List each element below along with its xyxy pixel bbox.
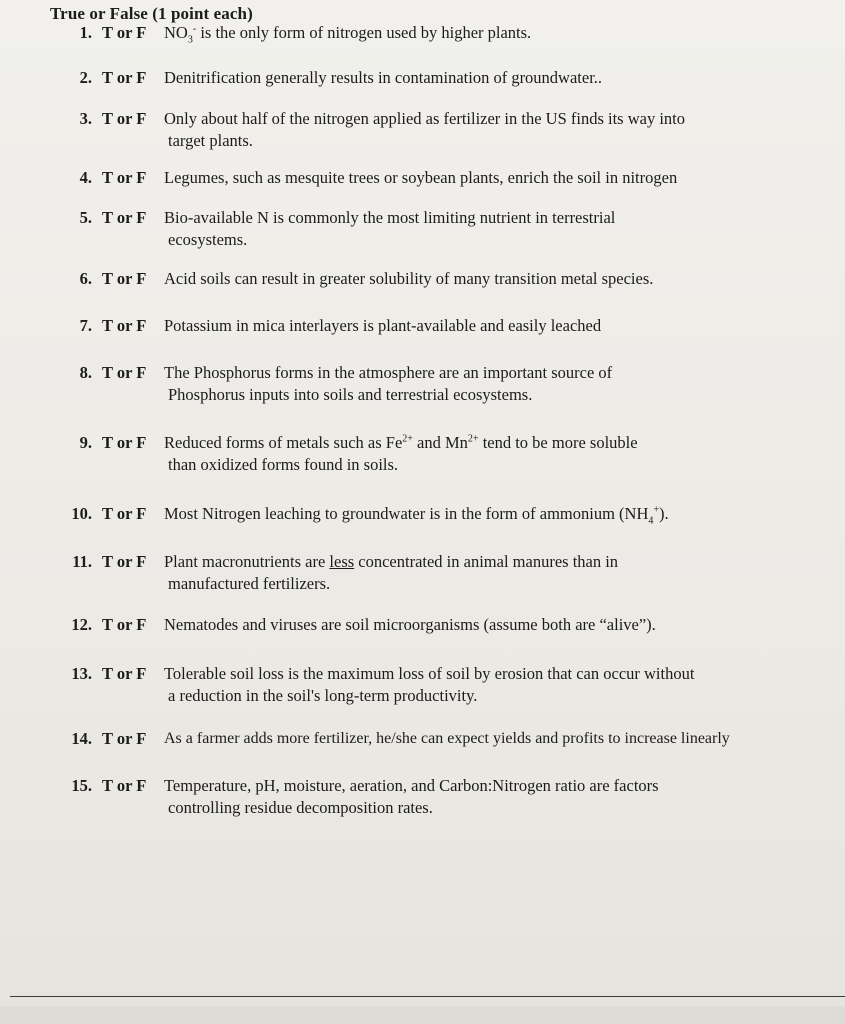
page-divider (10, 996, 845, 997)
true-false-choice: T or F (102, 109, 147, 128)
question-statement: The Phosphorus forms in the atmosphere are an important source of Phosphorus inputs into soils and terrestrial ecosystems. (164, 363, 613, 404)
question-number: 6. (79, 269, 92, 288)
question-statement: Nematodes and viruses are soil microorganisms (assume both are “alive”). (164, 615, 656, 634)
question-statement: Only about half of the nitrogen applied as fertilizer in the US finds its way into target plants. (164, 109, 686, 150)
question-statement: Most Nitrogen leaching to groundwater is in the form of ammonium $(NH_4^+)$. (164, 504, 669, 527)
true-false-choice: T or F (102, 316, 147, 335)
question-statement: Legumes, such as mesquite trees or soybean plants, enrich the soil in nitrogen (164, 168, 678, 187)
true-false-choice: T or F (102, 552, 147, 571)
question-number: 13. (71, 664, 92, 683)
true-false-choice: T or F (102, 664, 147, 683)
question-number: 2. (79, 68, 92, 87)
true-false-choice: T or F (102, 433, 147, 452)
question-number: 15. (71, 776, 92, 795)
true-false-choice: T or F (102, 363, 147, 382)
question-statement: $NO_3^-$ is the only form of nitrogen used by higher plants. (164, 23, 532, 46)
question-number: 9. (79, 433, 92, 452)
question-number: 11. (72, 552, 92, 571)
question-number: 3. (79, 109, 92, 128)
question-number: 12. (71, 615, 92, 634)
true-false-choice: T or F (102, 269, 147, 288)
question-statement: As a farmer adds more fertilizer, he/she can expect yields and profits to increase linearly (164, 730, 730, 747)
question-number: 14. (71, 729, 92, 748)
question-number: 7. (79, 316, 92, 335)
true-false-choice: T or F (102, 504, 147, 523)
question-number: 8. (79, 363, 92, 382)
question-statement: Denitrification generally results in contamination of groundwater.. (164, 68, 603, 87)
question-statement: Temperature, pH, moisture, aeration, and Carbon:Nitrogen ratio are factors controlling residue decomposition rates. (164, 776, 659, 817)
true-false-choice: T or F (102, 168, 147, 187)
question-statement: Tolerable soil loss is the maximum loss of soil by erosion that can occur without a reduction in the soil's long-term productivity. (164, 664, 695, 705)
page-bottom-edge (0, 1006, 845, 1024)
true-false-choice: T or F (102, 23, 147, 42)
question-statement: Plant macronutrients are less concentrated in animal manures than in manufactured fertilizers. (164, 552, 619, 593)
section-heading: True or False (1 point each) (50, 4, 253, 23)
question-number: 4. (79, 168, 92, 187)
question-number: 5. (79, 208, 92, 227)
question-number: 10. (71, 504, 92, 523)
true-false-choice: T or F (102, 776, 147, 795)
true-false-choice: T or F (102, 729, 147, 748)
question-statement: Potassium in mica interlayers is plant-available and easily leached (164, 316, 602, 335)
true-false-choice: T or F (102, 615, 147, 634)
true-false-choice: T or F (102, 68, 147, 87)
question-number: 1. (79, 23, 92, 42)
question-statement: Reduced forms of metals such as $Fe^{2+}$ and $Mn^{2+}$ tend to be more soluble than oxidized forms found in soils. (164, 433, 638, 474)
question-statement: Acid soils can result in greater solubility of many transition metal species. (164, 269, 654, 288)
true-false-choice: T or F (102, 208, 147, 227)
question-statement: Bio-available N is commonly the most limiting nutrient in terrestrial ecosystems. (164, 208, 616, 249)
